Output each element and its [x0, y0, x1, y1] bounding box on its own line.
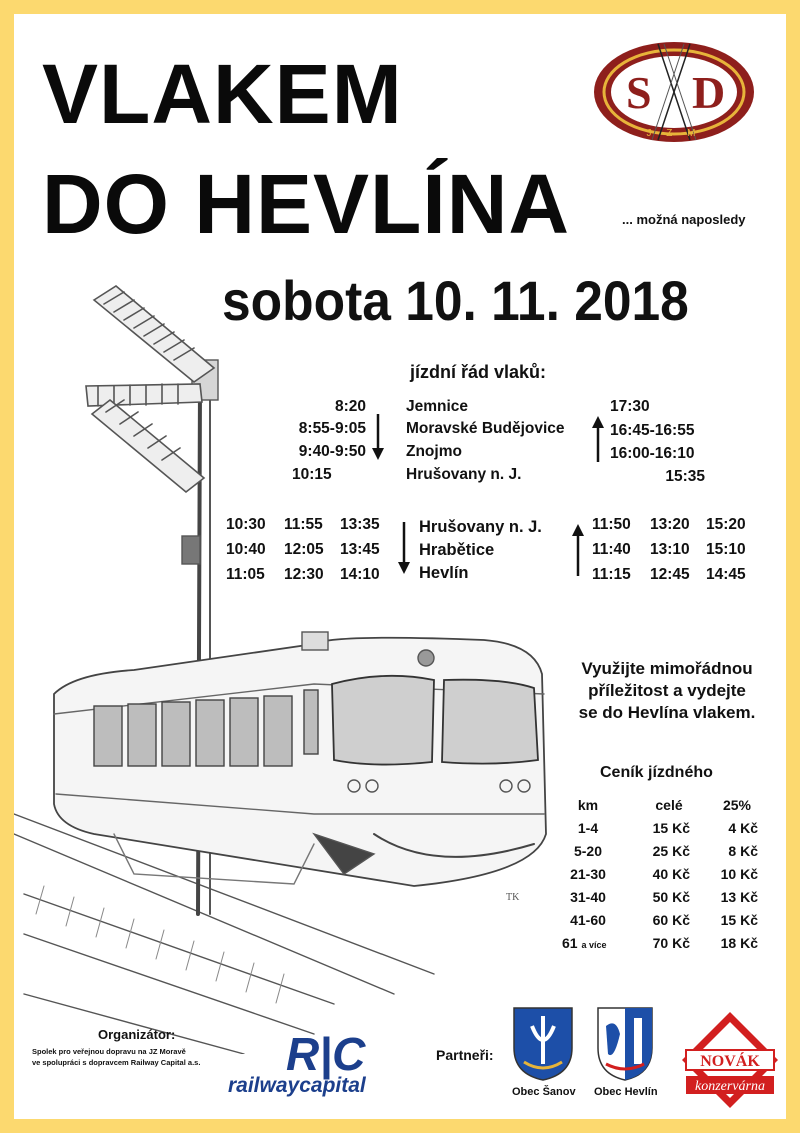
lower-station: Hrabětice [419, 541, 495, 559]
lower-up-time: 12:45 [650, 566, 690, 583]
organizer-line: ve spolupráci s dopravcem Railway Capital a.s. [32, 1058, 201, 1067]
upper-station: Znojmo [406, 443, 462, 460]
price-km [562, 935, 642, 951]
sanov-crest-icon [510, 1004, 576, 1082]
crest-label: Obec Šanov [512, 1086, 576, 1098]
price-km: 21-30 [570, 866, 606, 882]
novak-logo [680, 1010, 780, 1110]
lower-down-time: 11:05 [226, 566, 265, 583]
upper-station: Hrušovany n. J. [406, 466, 522, 483]
lower-up-time: 15:10 [706, 541, 746, 558]
rc-name: railwaycapital [228, 1074, 366, 1097]
novak-name: NOVÁK [700, 1053, 760, 1070]
price-km: 5-20 [573, 843, 603, 859]
promo-line: Využijte mimořádnou [581, 659, 753, 678]
upper-station: Moravské Budějovice [406, 420, 565, 437]
price-quarter: 15 Kč [720, 912, 758, 928]
lower-up-time: 13:20 [650, 516, 690, 533]
price-header-full: celé [655, 797, 683, 813]
upper-down-time: 8:20 [334, 398, 366, 415]
crest-label: Obec Hevlín [594, 1086, 658, 1098]
railway-capital-logo [224, 1026, 434, 1098]
lower-down-time: 13:35 [340, 516, 380, 533]
upper-station: Jemnice [406, 398, 469, 415]
lower-down-time: 12:05 [284, 541, 324, 558]
price-full: 15 Kč [652, 820, 690, 836]
rc-mark: R|C [286, 1028, 366, 1080]
train-sketch-illustration [14, 274, 574, 1054]
event-date: sobota 10. 11. 2018 [222, 269, 689, 332]
upper-down-time: 10:15 [292, 466, 332, 483]
price-quarter: 8 Kč [728, 843, 758, 859]
arrow-up-icon [590, 414, 606, 462]
upper-up-time: 15:35 [665, 468, 705, 485]
title-line-1: VLAKEM [42, 47, 403, 141]
lower-down-time: 12:30 [284, 566, 324, 583]
lower-station: Hevlín [419, 564, 469, 582]
price-full: 40 Kč [652, 866, 690, 882]
arrow-down-icon [396, 522, 412, 576]
price-km: 31-40 [570, 889, 606, 905]
price-table-title: Ceník jízdného [600, 764, 713, 781]
price-full: 50 Kč [652, 889, 690, 905]
lower-up-time: 11:50 [592, 516, 631, 533]
timetable-heading: jízdní řád vlaků: [410, 362, 547, 382]
price-header-km: km [577, 797, 599, 813]
logo-letter-left: S [626, 67, 652, 118]
promo-line: se do Hevlína vlakem. [578, 703, 756, 722]
lower-down-time: 11:55 [284, 516, 323, 533]
lower-down-time: 10:40 [226, 541, 266, 558]
arrow-down-icon [370, 414, 386, 462]
upper-up-time: 16:00-16:10 [610, 445, 695, 462]
lower-up-time: 11:40 [592, 541, 631, 558]
organizer-label: Organizátor: [98, 1027, 176, 1042]
price-header-quarter: 25% [722, 797, 752, 813]
upper-up-time: 17:30 [610, 398, 650, 415]
lower-up-time: 13:10 [650, 541, 690, 558]
lower-station: Hrušovany n. J. [419, 518, 542, 536]
lower-down-time: 14:10 [340, 566, 380, 583]
subtitle: ... možná naposledy [622, 212, 746, 227]
price-quarter: 18 Kč [720, 935, 758, 951]
lower-up-time: 14:45 [706, 566, 746, 583]
lower-up-time: 11:15 [592, 566, 631, 583]
logo-bottom-text: J Z M [646, 128, 702, 139]
price-km-value: 61 [562, 935, 578, 951]
organizer-line: Spolek pro veřejnou dopravu na JZ Moravě [32, 1047, 186, 1056]
svd-logo [592, 40, 756, 150]
lower-down-time: 13:45 [340, 541, 380, 558]
price-km: 41-60 [570, 912, 606, 928]
svg-text:TK: TK [506, 892, 520, 903]
hevlin-crest-icon [594, 1004, 656, 1082]
logo-letter-right: D [692, 67, 726, 118]
lower-up-time: 15:20 [706, 516, 746, 533]
price-quarter: 13 Kč [720, 889, 758, 905]
novak-sub: konzervárna [695, 1079, 765, 1094]
price-full: 70 Kč [652, 935, 690, 951]
upper-down-time: 9:40-9:50 [298, 443, 366, 460]
price-km-note: a více [581, 940, 607, 950]
promo-text [554, 658, 780, 724]
price-quarter: 10 Kč [720, 866, 758, 882]
poster [14, 14, 786, 1119]
price-quarter: 4 Kč [728, 820, 758, 836]
partners-label: Partneři: [436, 1047, 494, 1063]
arrow-up-icon [570, 522, 586, 576]
lower-down-time: 10:30 [226, 516, 266, 533]
upper-up-time: 16:45-16:55 [610, 422, 695, 439]
title-line-2: DO HEVLÍNA [42, 157, 571, 251]
price-full: 25 Kč [652, 843, 690, 859]
price-full: 60 Kč [652, 912, 690, 928]
upper-down-time: 8:55-9:05 [298, 420, 366, 437]
promo-line: příležitost a vydejte [588, 681, 746, 700]
price-km: 1-4 [577, 820, 599, 836]
